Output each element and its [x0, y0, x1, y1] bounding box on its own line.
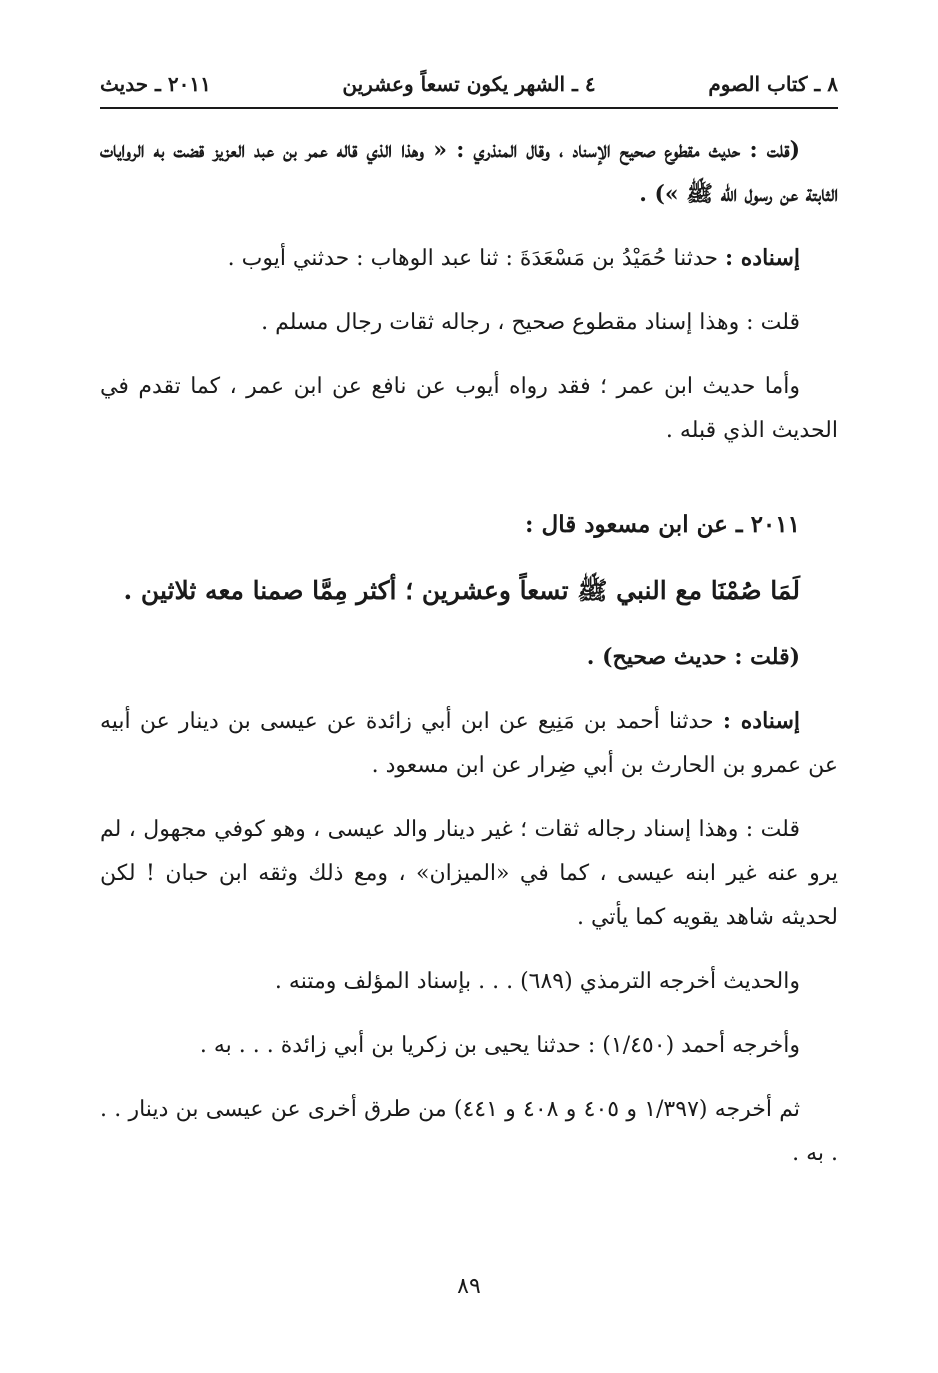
- hadith-grading: (قلت : حديث صحيح) .: [586, 644, 800, 670]
- paragraph-comment-previous: قلت : وهذا إسناد مقطوع صحيح ، رجاله ثقات رجال مسلم .: [261, 310, 800, 335]
- hadith-heading: ٢٠١١ ـ عن ابن مسعود قال :: [525, 511, 800, 538]
- chapter-title: ٨ ـ كتاب الصوم: [708, 72, 838, 96]
- isnad-text: حدثنا أحمد بن مَنِيع عن ابن أبي زائدة عن عيسى بن دينار عن أبيه عن عمرو بن الحارث بن أبي ضِرار عن ابن مسعود .: [100, 709, 838, 778]
- page-number: ٨٩: [457, 1274, 481, 1299]
- book-page: [100, 0, 838, 1373]
- hadith-reference: ٢٠١١ ـ حديث: [100, 72, 211, 96]
- header-divider: [100, 107, 838, 109]
- section-title: ٤ ـ الشهر يكون تسعاً وعشرين: [342, 72, 596, 96]
- isnad-label: إسناده :: [722, 708, 800, 734]
- paragraph-tirmidhi: والحديث أخرجه الترمذي (٦٨٩) . . . بإسناد المؤلف ومتنه .: [274, 969, 800, 994]
- paragraph-isnad: [100, 699, 838, 788]
- paragraph-ibn-umar: وأما حديث ابن عمر ؛ فقد رواه أيوب عن نافع عن ابن عمر ، كما تقدم في الحديث الذي قبله .: [100, 374, 838, 443]
- paragraph-isnad-previous: [100, 236, 838, 281]
- paragraph-narrator-comment: قلت : وهذا إسناد رجاله ثقات ؛ غير دينار والد عيسى ، وهو كوفي مجهول ، لم يرو عنه غير ابنه عيسى ، كما في «الميزان» ، ومع ذلك وثقه ابن حبان ! لكن لحديثه شاهد يقويه كما يأتي .: [100, 817, 838, 930]
- isnad-label: إسناده :: [725, 245, 800, 271]
- paragraph-ahmad: وأخرجه أحمد (١/٤٥٠) : حدثنا يحيى بن زكريا بن أبي زائدة . . . به .: [199, 1033, 800, 1058]
- isnad-text: حدثنا حُمَيْدُ بن مَسْعَدَةَ : ثنا عبد الوهاب : حدثني أيوب .: [227, 246, 725, 271]
- hadith-text: لَمَا صُمْنَا مع النبي ﷺ تسعاً وعشرين ؛ أكثر مِمَّا صمنا معه ثلاثين .: [123, 576, 800, 605]
- page-content: [100, 128, 838, 1196]
- paragraph-other-routes: ثم أخرجه (١/٣٩٧ و ٤٠٥ و ٤٠٨ و ٤٤١) من طرق أخرى عن عيسى بن دينار . . . به .: [100, 1097, 838, 1166]
- paragraph-grading-previous: (قلت : حديث مقطوع صحيح الإسناد ، وقال المنذري : « وهذا الذي قاله عمر بن عبد العزيز قضت به الروايات الثابتة عن رسول الله ﷺ ») .: [100, 137, 838, 207]
- running-header: [100, 66, 838, 106]
